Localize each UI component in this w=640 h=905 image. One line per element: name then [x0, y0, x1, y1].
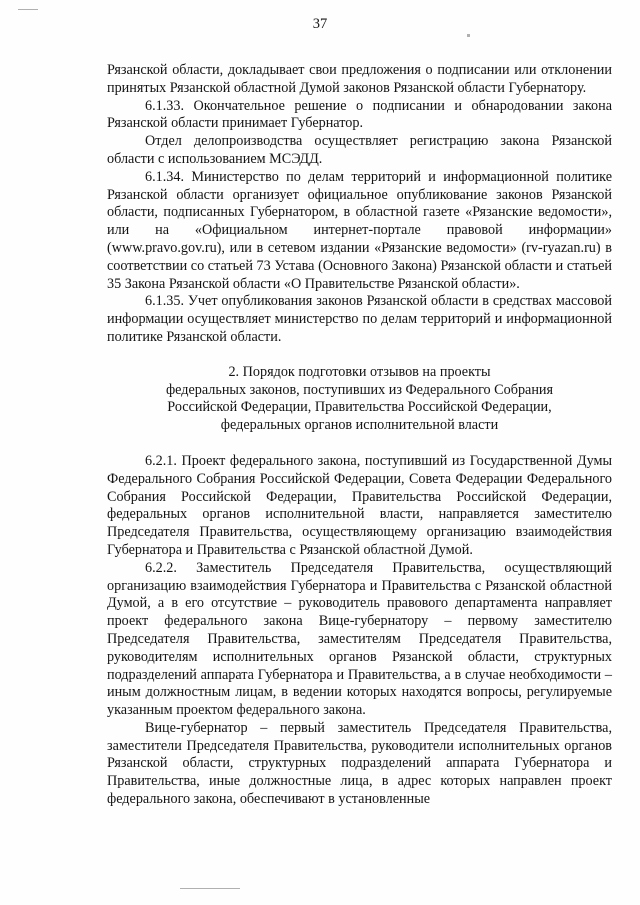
section-heading-line: федеральных органов исполнительной власти: [220, 417, 499, 434]
paragraph: Отдел делопроизводства осуществляет регистрацию закона Рязанской области с использованием МСЭДД.: [107, 133, 612, 167]
paragraph: Вице-губернатор – первый заместитель Председателя Правительства, заместители Председателя Правительства, руководители исполнительных органов Рязанской области, структурных подразделений аппарата Губернатора и Правительства, иные должностные лица, в адрес которых направлен проект федерального закона, обеспечивают в установленные: [107, 719, 612, 808]
scan-artifact: [180, 888, 240, 889]
paragraph: 6.2.2. Заместитель Председателя Правительства, осуществляющий организацию взаимодействия Губернатора и Правительства с Рязанской областной Думой, а в его отсутствие – руководитель правового департамента направляет проект федерального закона Вице-губернатору – первому заместителю Председателя Правительства, заместителям Председателя Правительства, руководителям исполнительных органов Рязанской области, структурных подразделений аппарата Губернатора и Правительства, а в случае необходимости – иным должностным лицам, в ведении которых находятся вопросы, регулируемые указанным проектом федерального закона.: [107, 559, 612, 719]
section-heading-line: Российской Федерации, Правительства Российской Федерации,: [167, 399, 552, 416]
scan-artifact: [467, 34, 470, 37]
section-heading: [107, 364, 612, 435]
paragraph: 6.1.34. Министерство по делам территорий и информационной политике Рязанской области организует официальное опубликование законов Рязанской области, подписанных Губернатором, в областной газете «Рязанские ведомости», или на «Официальном интернет-портале правовой информации» (www.pravo.gov.ru), или в сетевом издании «Рязанские ведомости» (rv-ryazan.ru) в соответствии со статьей 73 Устава (Основного Закона) Рязанской области и статьей 35 Закона Рязанской области «О Правительстве Рязанской области».: [107, 168, 612, 292]
paragraph: 6.1.35. Учет опубликования законов Рязанской области в средствах массовой информации осуществляет министерство по делам территорий и информационной политике Рязанской области.: [107, 293, 612, 345]
section-heading-line: 2. Порядок подготовки отзывов на проекты: [228, 363, 491, 380]
paragraph: 6.1.33. Окончательное решение о подписании и обнародовании закона Рязанской области принимает Губернатор.: [107, 97, 612, 132]
document-body: [107, 62, 612, 809]
paragraph: 6.2.1. Проект федерального закона, поступивший из Государственной Думы Федерального Собрания Российской Федерации, Совета Федерации Федерального Собрания Российской Федерации, Правительства Российской Федерации, федеральных органов исполнительной власти, направляется заместителю Председателя Правительства, осуществляющему организацию взаимодействия Губернатора и Правительства с Рязанской областной Думой.: [107, 452, 612, 558]
section-heading-line: федеральных законов, поступивших из Федерального Собрания: [165, 381, 554, 398]
page-number: 37: [312, 16, 328, 32]
scan-artifact: [18, 9, 38, 10]
paragraph: Рязанской области, докладывает свои предложения о подписании или отклонении принятых Рязанской областной Думой законов Рязанской области Губернатору.: [107, 62, 612, 96]
